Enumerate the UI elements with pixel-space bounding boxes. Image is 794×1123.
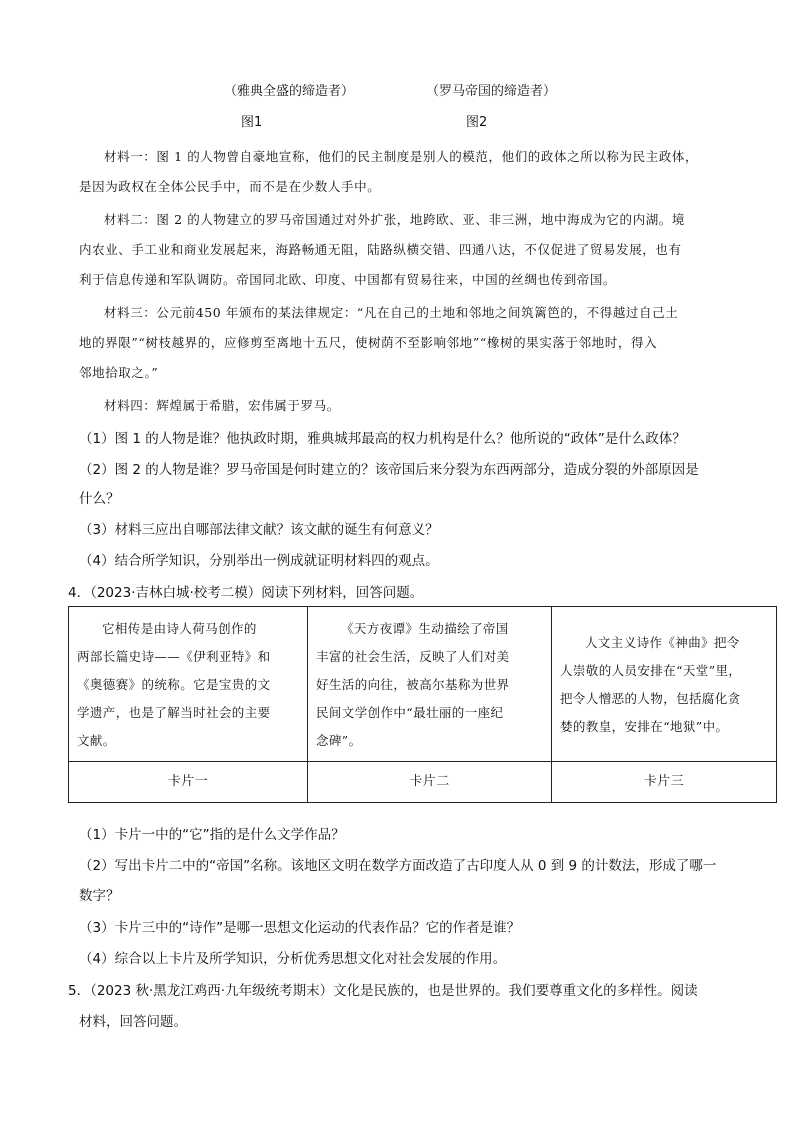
- material-4-line: 材料四：辉煌属于希腊，宏伟属于罗马。: [104, 398, 340, 413]
- question-3-1: （1）图 1 的人物是谁？他执政时期，雅典城邦最高的权力机构是什么？他所说的“政体”是什么政体？: [79, 431, 686, 447]
- question-4-2-cont: 数字？: [79, 888, 120, 904]
- question-4-4: （4）综合以上卡片及所学知识，分析优秀思想文化对社会发展的作用。: [79, 951, 507, 967]
- card-1-line: 学遗产，也是了解当时社会的主要: [77, 705, 271, 720]
- card-1-text: [69, 607, 308, 762]
- material-2-line: 材料二：图 2 的人物建立的罗马帝国通过对外扩张，地跨欧、亚、非三洲，地中海成为它的内湖。境: [104, 212, 686, 227]
- question-4-header: 4．（2023·吉林白城·校考二模）阅读下列材料，回答问题。: [68, 585, 424, 601]
- card-1-line: 两部长篇史诗——《伊利亚特》和: [77, 649, 271, 664]
- card-1-line: 文献。: [77, 733, 116, 748]
- card-2-line: 民间文学创作中“最壮丽的一座纪: [316, 705, 504, 720]
- card-2-line: 念碑”。: [316, 733, 362, 748]
- figure2-caption: （罗马帝国的缔造者）: [426, 84, 557, 99]
- card-1-label: 卡片一: [69, 762, 308, 803]
- material-1-line: 材料一：图 1 的人物曾自豪地宣称，他们的民主制度是别人的模范，他们的政体之所以称为民主政体，: [104, 149, 699, 164]
- question-3-4: （4）结合所学知识，分别举出一例成就证明材料四的观点。: [79, 553, 439, 569]
- figure2-label: 图2: [466, 115, 488, 130]
- question-4-3: （3）卡片三中的“诗作”是哪一思想文化运动的代表作品？它的作者是谁？: [79, 920, 521, 936]
- question-5-header: 5．（2023 秋·黑龙江鸡西·九年级统考期末）文化是民族的，也是世界的。我们要尊重文化的多样性。阅读: [68, 983, 698, 999]
- figure1-label: 图1: [241, 115, 263, 130]
- card-1-line: 它相传是由诗人荷马创作的: [102, 621, 257, 636]
- cards-label-row: [69, 762, 777, 803]
- material-1-line: 是因为政权在全体公民手中，而不是在少数人手中。: [79, 179, 381, 194]
- cards-table: [68, 606, 777, 803]
- question-3-2: （2）图 2 的人物是谁？罗马帝国是何时建立的？该帝国后来分裂为东西两部分，造成分裂的外部原因是: [79, 462, 699, 478]
- question-3-2-cont: 什么？: [79, 491, 120, 507]
- card-2-line: 《天方夜谭》生动描绘了帝国: [341, 621, 509, 636]
- figure1-caption: （雅典全盛的缔造者）: [224, 84, 355, 99]
- material-2-line: 利于信息传递和军队调防。帝国同北欧、印度、中国都有贸易往来，中国的丝绸也传到帝国。: [79, 272, 617, 287]
- question-5-header-cont: 材料，回答问题。: [79, 1014, 187, 1030]
- card-3-line: 人崇敬的人员安排在“天堂”里，: [560, 663, 742, 678]
- material-2-line: 内农业、手工业和商业发展起来，海路畅通无阻，陆路纵横交错、四通八达，不仅促进了贸易发展，也有: [79, 242, 682, 257]
- question-3-3: （3）材料三应出自哪部法律文献？该文献的诞生有何意义？: [79, 522, 439, 538]
- material-3-line: 邻地拾取之。”: [79, 365, 159, 380]
- cards-content-row: [69, 607, 777, 762]
- card-2-text: [308, 607, 552, 762]
- card-3-label: 卡片三: [552, 762, 777, 803]
- card-3-line: 人文主义诗作《神曲》把令: [585, 635, 740, 650]
- question-4-2: （2）写出卡片二中的“帝国”名称。该地区文明在数学方面改造了古印度人从 0 到 9 的计数法，形成了哪一: [79, 858, 717, 874]
- card-3-line: 婪的教皇，安排在“地狱”中。: [560, 719, 729, 734]
- card-2-label: 卡片二: [308, 762, 552, 803]
- question-4-1: （1）卡片一中的“它”指的是什么文学作品？: [79, 827, 345, 843]
- card-1-line: 《奥德赛》的统称。它是宝贵的文: [77, 677, 271, 692]
- card-3-line: 把令人憎恶的人物，包括腐化贪: [560, 691, 741, 706]
- card-2-line: 丰富的社会生活，反映了人们对美: [316, 649, 510, 664]
- material-3-line: 材料三：公元前450 年颁布的某法律规定：“凡在自己的土地和邻地之间筑篱笆的，不得越过自己土: [104, 305, 679, 320]
- card-3-text: [552, 607, 777, 762]
- card-2-line: 好生活的向往，被高尔基称为世界: [316, 677, 510, 692]
- material-3-line: 地的界限”“树枝越界的，应修剪至离地十五尺，使树荫不至影响邻地”“橡树的果实落于邻地时，得入: [79, 335, 658, 350]
